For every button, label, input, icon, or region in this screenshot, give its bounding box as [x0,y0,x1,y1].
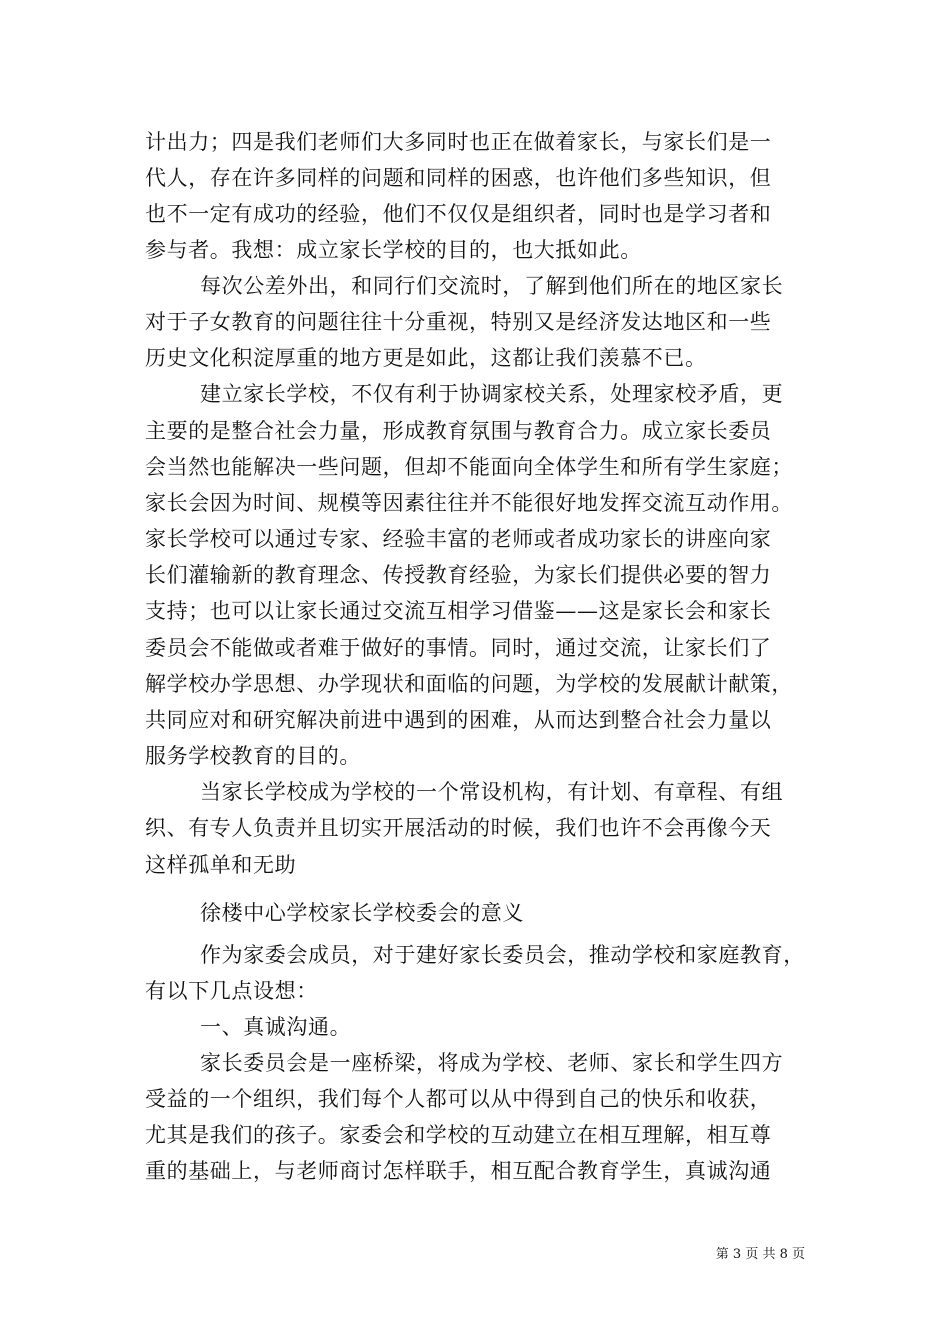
text-line: 尤其是我们的孩子。家委会和学校的互动建立在相互理解，相互尊 [145,1123,772,1147]
text-line: 委员会不能做或者难于做好的事情。同时，通过交流，让家长们了 [145,636,772,660]
text-line: 一、真诚沟通。 [200,1015,352,1039]
text-line: 重的基础上，与老师商讨怎样联手，相互配合教育学生，真诚沟通 [145,1159,772,1183]
text-line: 受益的一个组织，我们每个人都可以从中得到自己的快乐和收获， [145,1087,772,1111]
text-line: 支持；也可以让家长通过交流互相学习借鉴——这是家长会和家长 [145,599,772,623]
text-line: 对于子女教育的问题往往十分重视，特别又是经济发达地区和一些 [145,310,772,334]
text-line: 会当然也能解决一些问题，但却不能面向全体学生和所有学生家庭； [145,455,793,479]
text-line: 这样孤单和无助 [145,853,297,877]
text-line: 家长会因为时间、规模等因素往往并不能很好地发挥交流互动作用。 [145,491,793,515]
text-line: 计出力；四是我们老师们大多同时也正在做着家长，与家长们是一 [145,130,772,154]
text-line: 服务学校教育的目的。 [145,744,361,768]
text-line: 建立家长学校，不仅有利于协调家校关系，处理家校矛盾，更 [200,382,784,406]
text-line: 织、有专人负责并且切实开展活动的时候，我们也许不会再像今天 [145,816,772,840]
text-line: 有以下几点设想： [145,979,318,1003]
text-line: 也不一定有成功的经验，他们不仅仅是组织者，同时也是学习者和 [145,202,772,226]
text-line: 共同应对和研究解决前进中遇到的困难，从而达到整合社会力量以 [145,708,772,732]
text-line: 家长学校可以通过专家、经验丰富的老师或者成功家长的讲座向家 [145,527,772,551]
text-line: 家长委员会是一座桥梁，将成为学校、老师、家长和学生四方 [200,1051,784,1075]
page-number-footer: 第 3 页 共 8 页 [715,1247,805,1262]
text-line: 主要的是整合社会力量，形成教育氛围与教育合力。成立家长委员 [145,419,772,443]
text-line: 每次公差外出，和同行们交流时，了解到他们所在的地区家长 [200,274,784,298]
text-line: 当家长学校成为学校的一个常设机构，有计划、有章程、有组 [200,780,784,804]
text-line: 历史文化积淀厚重的地方更是如此，这都让我们羡慕不已。 [145,346,707,370]
text-line: 代人，存在许多同样的问题和同样的困惑，也许他们多些知识，但 [145,166,772,190]
text-line: 作为家委会成员，对于建好家长委员会，推动学校和家庭教育， [200,943,805,967]
text-line: 参与者。我想：成立家长学校的目的，也大抵如此。 [145,238,642,262]
text-line: 徐楼中心学校家长学校委会的意义 [200,901,524,925]
text-line: 长们灌输新的教育理念、传授教育经验，为家长们提供必要的智力 [145,563,772,587]
text-line: 解学校办学思想、办学现状和面临的问题，为学校的发展献计献策， [145,672,793,696]
